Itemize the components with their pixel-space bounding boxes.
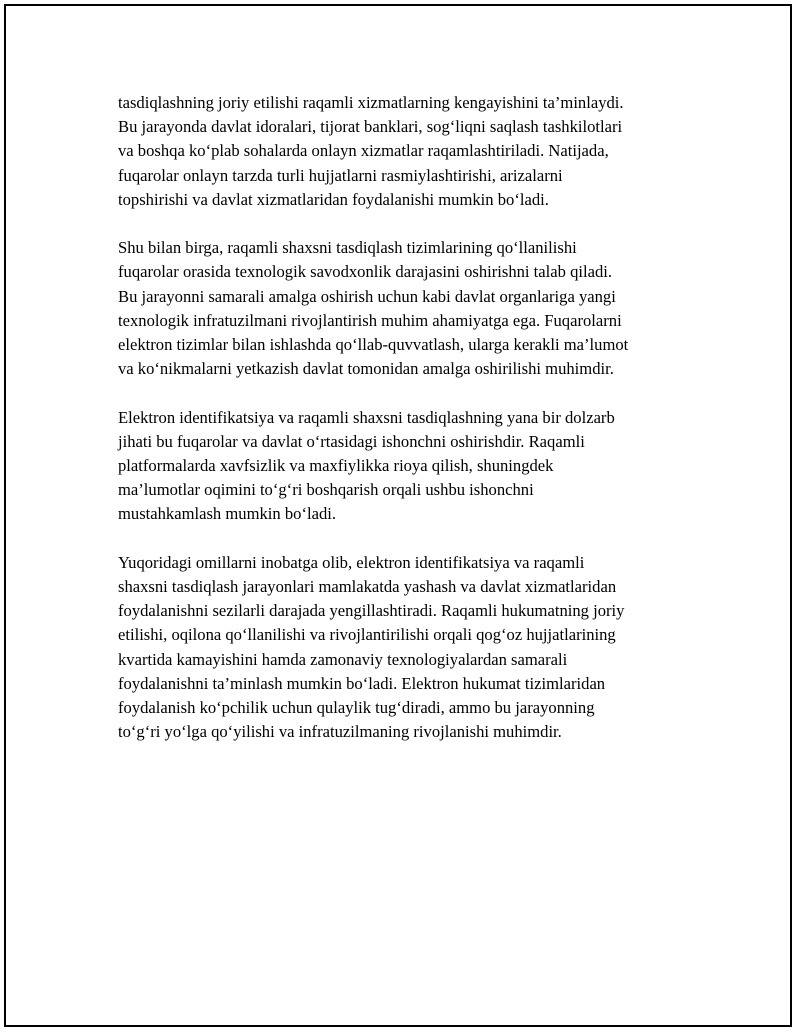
paragraph-2 bbox=[118, 236, 698, 381]
text-line: ma’lumotlar oqimini to‘g‘ri boshqarish orqali ushbu ishonchni bbox=[118, 480, 534, 500]
text-line: tasdiqlashning joriy etilishi raqamli xizmatlarning kengayishini ta’minlaydi. bbox=[118, 93, 624, 112]
text-line: jihati bu fuqarolar va davlat o‘rtasidagi ishonchni oshirishdir. Raqamli bbox=[118, 431, 585, 451]
text-line: foydalanish ko‘pchilik uchun qulaylik tug‘diradi, ammo bu jarayonning bbox=[118, 698, 595, 718]
text-line: foydalanishni ta’minlash mumkin bo‘ladi. Elektron hukumat tizimlaridan bbox=[118, 673, 606, 693]
text-line: fuqarolar onlayn tarzda turli hujjatlarni rasmiylashtirishi, arizalarni bbox=[118, 165, 563, 185]
text-line: mustahkamlash mumkin bo‘ladi. bbox=[118, 504, 336, 524]
text-line: etilishi, oqilona qo‘llanilishi va rivojlantirilishi orqali qog‘oz hujjatlarining bbox=[118, 625, 616, 645]
text-line: Shu bilan birga, raqamli shaxsni tasdiqlash tizimlarining qo‘llanilishi bbox=[118, 238, 577, 258]
text-line: Bu jarayonda davlat idoralari, tijorat banklari, sog‘liqni saqlash tashkilotlari bbox=[118, 117, 623, 137]
text-line: platformalarda xavfsizlik va maxfiylikka rioya qilish, shuningdek bbox=[118, 456, 554, 476]
text-line: Elektron identifikatsiya va raqamli shaxsni tasdiqlashning yana bir dolzarb bbox=[118, 407, 615, 427]
text-line: Bu jarayonni samarali amalga oshirish uchun kabi davlat organlariga yangi bbox=[118, 286, 616, 306]
text-line: texnologik infratuzilmani rivojlantirish muhim ahamiyatga ega. Fuqarolarni bbox=[118, 310, 622, 330]
paragraph-3 bbox=[118, 406, 698, 527]
paragraph-1 bbox=[118, 91, 698, 212]
text-line: elektron tizimlar bilan ishlashda qo‘llab-quvvatlash, ularga kerakli ma’lumot bbox=[118, 335, 629, 355]
text-line: va boshqa ko‘plab sohalarda onlayn xizmatlar raqamlashtiriladi. Natijada, bbox=[118, 141, 609, 161]
text-line: shaxsni tasdiqlash jarayonlari mamlakatda yashash va davlat xizmatlaridan bbox=[118, 577, 617, 597]
document-body bbox=[118, 91, 698, 769]
text-line: to‘g‘ri yo‘lga qo‘yilishi va infratuzilmaning rivojlanishi muhimdir. bbox=[118, 722, 562, 742]
text-line: va ko‘nikmalarni yetkazish davlat tomonidan amalga oshirilishi muhimdir. bbox=[118, 359, 614, 379]
text-line: fuqarolar orasida texnologik savodxonlik darajasini oshirishni talab qiladi. bbox=[118, 262, 613, 282]
paragraph-4 bbox=[118, 551, 698, 745]
text-line: topshirishi va davlat xizmatlaridan foydalanishi mumkin bo‘ladi. bbox=[118, 189, 549, 209]
text-line: Yuqoridagi omillarni inobatga olib, elektron identifikatsiya va raqamli bbox=[118, 552, 585, 572]
text-line: foydalanishni sezilarli darajada yengillashtiradi. Raqamli hukumatning joriy bbox=[118, 601, 625, 621]
text-line: kvartida kamayishini hamda zamonaviy texnologiyalardan samarali bbox=[118, 649, 568, 669]
